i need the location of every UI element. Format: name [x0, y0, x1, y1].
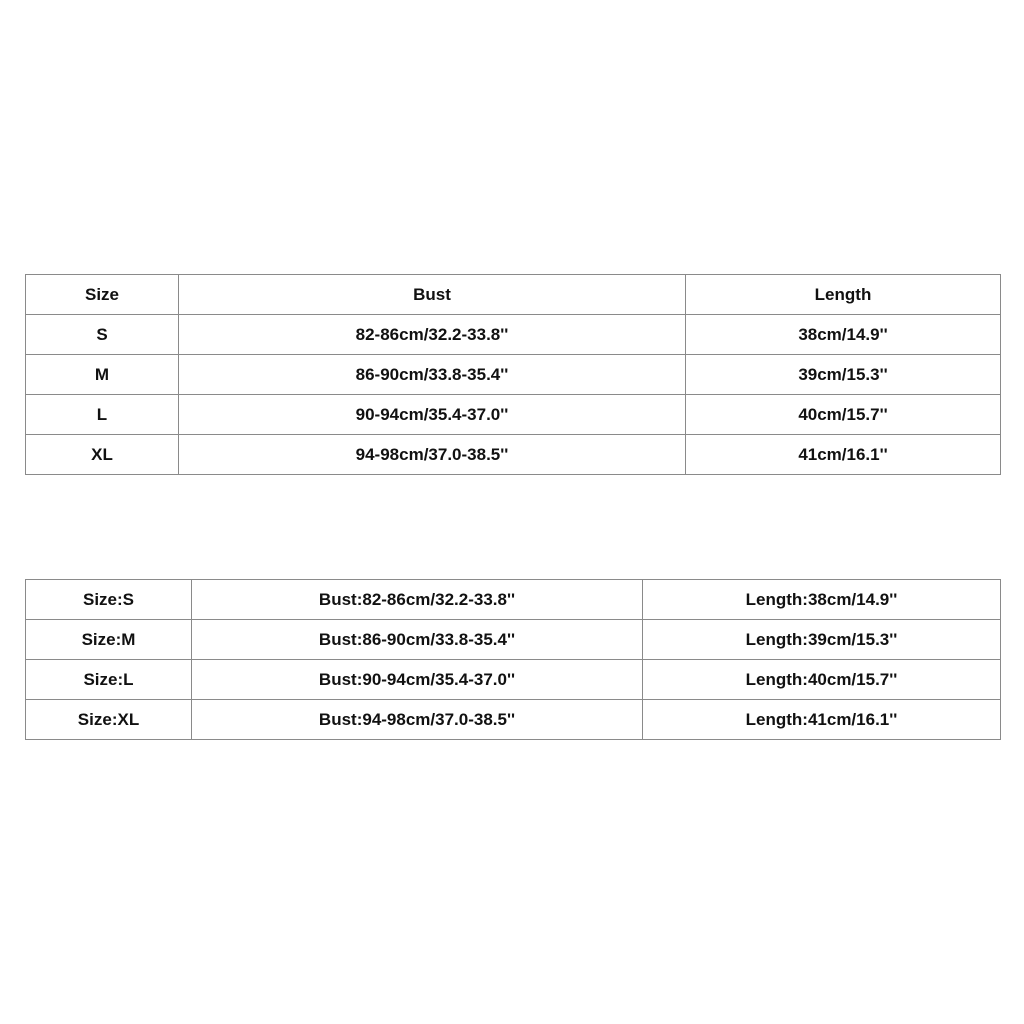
bust-cell: 86-90cm/33.8-35.4'' [179, 355, 686, 395]
size-cell: L [26, 395, 179, 435]
bust-cell: Bust:86-90cm/33.8-35.4'' [192, 620, 643, 660]
size-cell: Size:S [26, 580, 192, 620]
length-cell: 41cm/16.1'' [686, 435, 1001, 475]
length-cell: Length:39cm/15.3'' [643, 620, 1001, 660]
table-row [26, 700, 1001, 740]
table-row [26, 660, 1001, 700]
bust-cell: 82-86cm/32.2-33.8'' [179, 315, 686, 355]
length-cell: Length:41cm/16.1'' [643, 700, 1001, 740]
size-cell: Size:XL [26, 700, 192, 740]
size-cell: Size:M [26, 620, 192, 660]
header-size: Size [26, 275, 179, 315]
bust-cell: Bust:94-98cm/37.0-38.5'' [192, 700, 643, 740]
table-row [26, 315, 1001, 355]
table-row [26, 435, 1001, 475]
bust-cell: 94-98cm/37.0-38.5'' [179, 435, 686, 475]
table-row [26, 355, 1001, 395]
size-cell: M [26, 355, 179, 395]
length-cell: Length:40cm/15.7'' [643, 660, 1001, 700]
size-cell: Size:L [26, 660, 192, 700]
size-cell: S [26, 315, 179, 355]
length-cell: 38cm/14.9'' [686, 315, 1001, 355]
length-cell: 40cm/15.7'' [686, 395, 1001, 435]
size-chart-table [25, 274, 1001, 475]
size-chart-table-labeled [25, 579, 1001, 740]
length-cell: Length:38cm/14.9'' [643, 580, 1001, 620]
bust-cell: 90-94cm/35.4-37.0'' [179, 395, 686, 435]
table-header-row [26, 275, 1001, 315]
header-bust: Bust [179, 275, 686, 315]
size-cell: XL [26, 435, 179, 475]
table-row [26, 620, 1001, 660]
bust-cell: Bust:90-94cm/35.4-37.0'' [192, 660, 643, 700]
length-cell: 39cm/15.3'' [686, 355, 1001, 395]
table-row [26, 580, 1001, 620]
bust-cell: Bust:82-86cm/32.2-33.8'' [192, 580, 643, 620]
header-length: Length [686, 275, 1001, 315]
table-row [26, 395, 1001, 435]
